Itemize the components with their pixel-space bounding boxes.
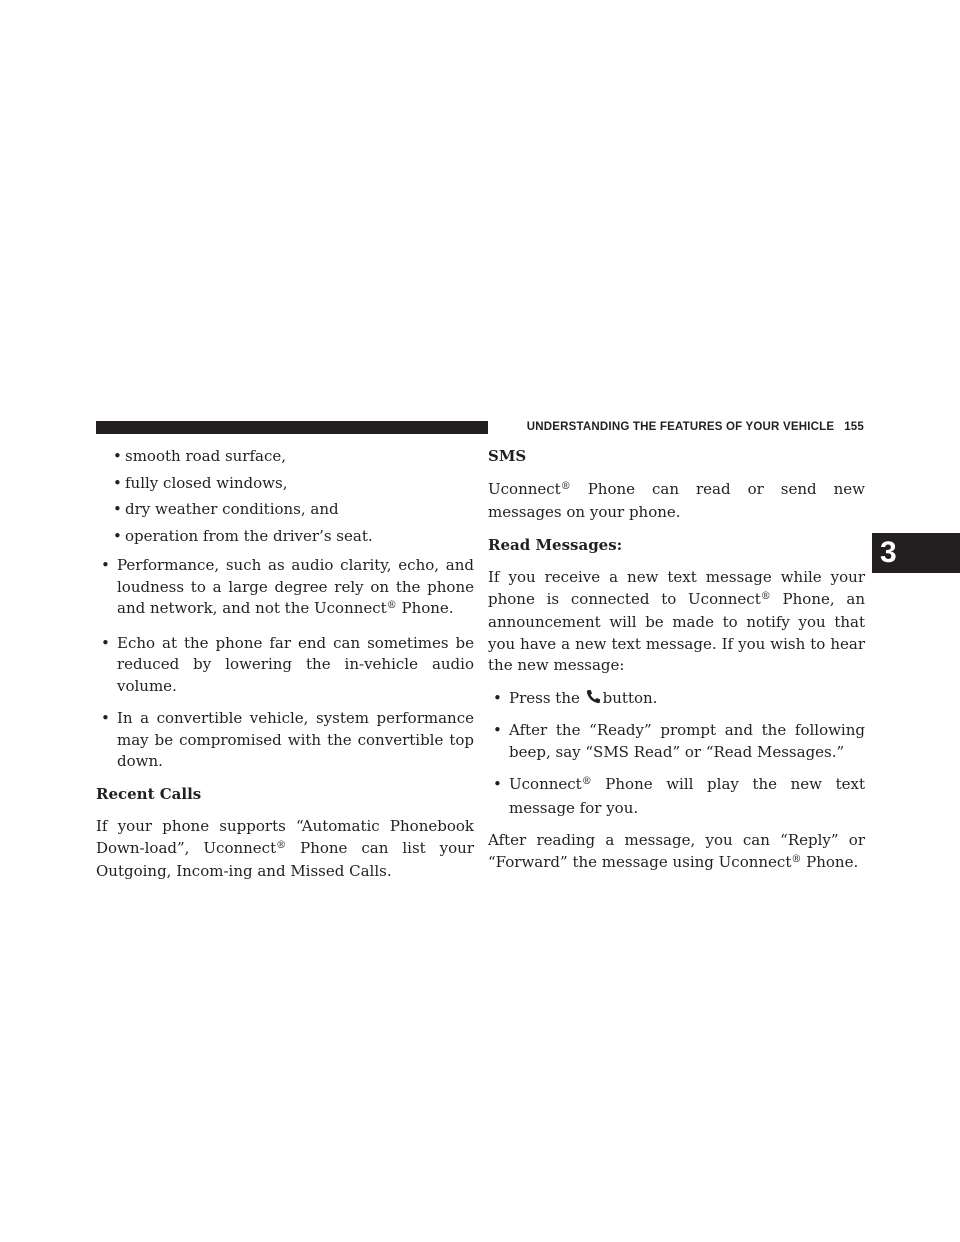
header-title: UNDERSTANDING THE FEATURES OF YOUR VEHICLE: [526, 421, 835, 433]
read-messages-heading: Read Messages:: [488, 535, 623, 554]
bullet: •: [493, 721, 502, 739]
header-rule: [96, 421, 488, 434]
list-item: • In a convertible vehicle, system performance may be compromised with the convertible top down.: [101, 709, 474, 770]
bullet: •: [101, 556, 110, 574]
list-item: • fully closed windows,: [96, 473, 474, 495]
list-item: • smooth road surface,: [96, 446, 474, 468]
list-item: • operation from the driver’s seat.: [96, 526, 474, 548]
phone-icon: [586, 689, 601, 704]
list-item: • Press the button.: [488, 688, 865, 710]
registered-mark: ®: [581, 776, 592, 787]
recent-calls-heading: Recent Calls: [96, 784, 202, 803]
registered-mark: ®: [560, 480, 571, 492]
right-column: [488, 446, 865, 886]
bullet: •: [113, 473, 122, 492]
read-messages-paragraph: If you receive a new text message while your phone is connected to Uconnect® Phone, an announcement will be made to notify you that you have a new text message. If you wish to hear the new message:: [488, 568, 866, 674]
chapter-tab[interactable]: 3: [872, 533, 960, 573]
bullet: •: [493, 775, 502, 793]
list-item: • Performance, such as audio clarity, echo, and loudness to a large degree rely on the phone and network, and not the Uconnect® Phone.: [101, 556, 474, 617]
running-header: [507, 419, 864, 436]
bullet: •: [113, 500, 122, 518]
sms-heading: SMS: [488, 447, 527, 465]
sms-paragraph: Uconnect® Phone can read or send new messages on your phone.: [488, 479, 865, 521]
list-item: • Echo at the phone far end can sometimes be reduced by lowering the in-vehicle audio volume.: [101, 633, 474, 695]
bullet: •: [113, 447, 122, 465]
registered-mark: ®: [276, 839, 287, 851]
registered-mark: ®: [791, 853, 802, 865]
left-column: [96, 446, 474, 894]
registered-mark: ®: [386, 600, 397, 611]
bullet: •: [101, 709, 110, 727]
bullet: •: [101, 633, 110, 652]
recent-calls-paragraph: If your phone supports “Automatic Phonebook Down-load”, Uconnect® Phone can list your Outgoing, Incom-ing and Missed Calls.: [96, 817, 475, 880]
list-item: • dry weather conditions, and: [96, 499, 474, 521]
page-number: 155: [844, 421, 864, 433]
list-item: • Uconnect® Phone will play the new text message for you.: [493, 775, 865, 817]
after-reading-paragraph: After reading a message, you can “Reply” or “Forward” the message using Uconnect® Phone.: [488, 831, 865, 871]
bullet: •: [113, 526, 122, 545]
registered-mark: ®: [760, 590, 771, 602]
bullet: •: [493, 688, 502, 707]
list-item: • After the “Ready” prompt and the following beep, say “SMS Read” or “Read Messages.”: [493, 721, 865, 761]
